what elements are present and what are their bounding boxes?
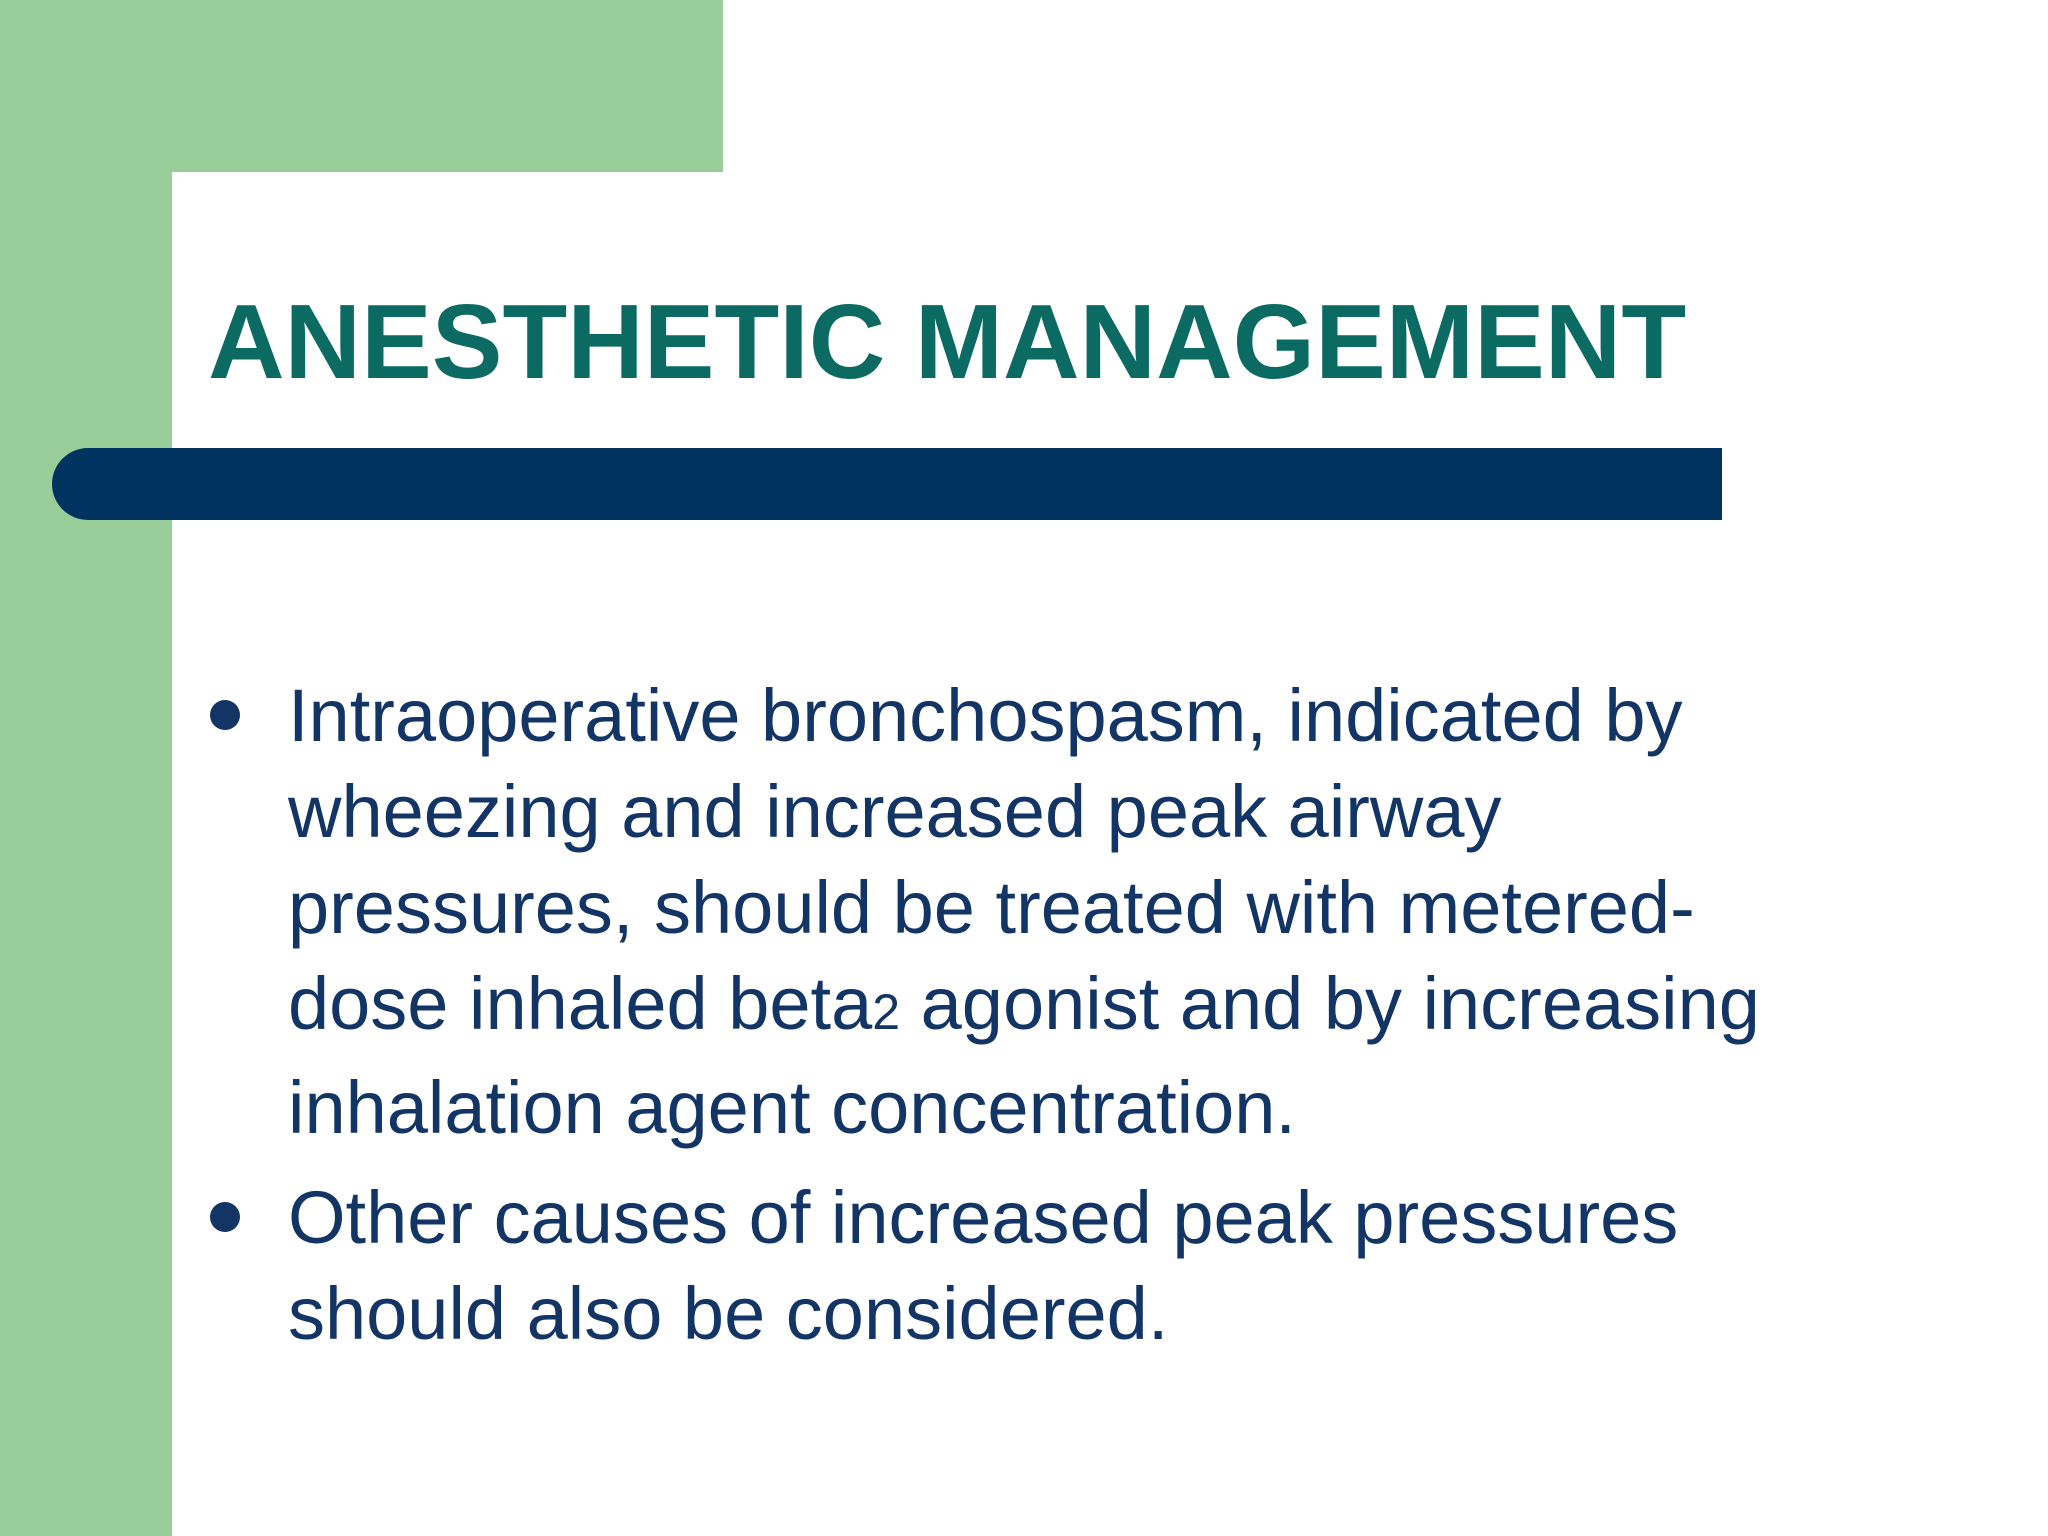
bullet-line-with-subscript [288,956,1988,1060]
bullet-line-segment: agonist and by increasing [900,962,1760,1045]
green-side-panel [0,0,172,1536]
bullet-item [208,668,1988,1156]
bullet-line: wheezing and increased peak airway [288,770,1502,853]
bullet-line-segment: dose inhaled beta [288,962,873,1045]
subscript-two: 2 [872,984,901,1040]
green-top-panel [0,0,723,172]
bullet-dot-icon [210,1202,240,1232]
bullet-list [208,668,1988,1376]
bullet-line: Intraoperative bronchospasm, indicated by [288,674,1683,757]
bullet-line: Other causes of increased peak pressures [288,1176,1679,1259]
bullet-line: pressures, should be treated with metered- [288,866,1695,949]
bullet-line: should also be considered. [288,1272,1169,1355]
slide-title: ANESTHETIC MANAGEMENT [208,283,1687,401]
bullet-dot-icon [210,700,240,730]
bullet-item [208,1170,1988,1362]
bullet-line: inhalation agent concentration. [288,1066,1296,1149]
title-underline-bar [52,448,1722,520]
